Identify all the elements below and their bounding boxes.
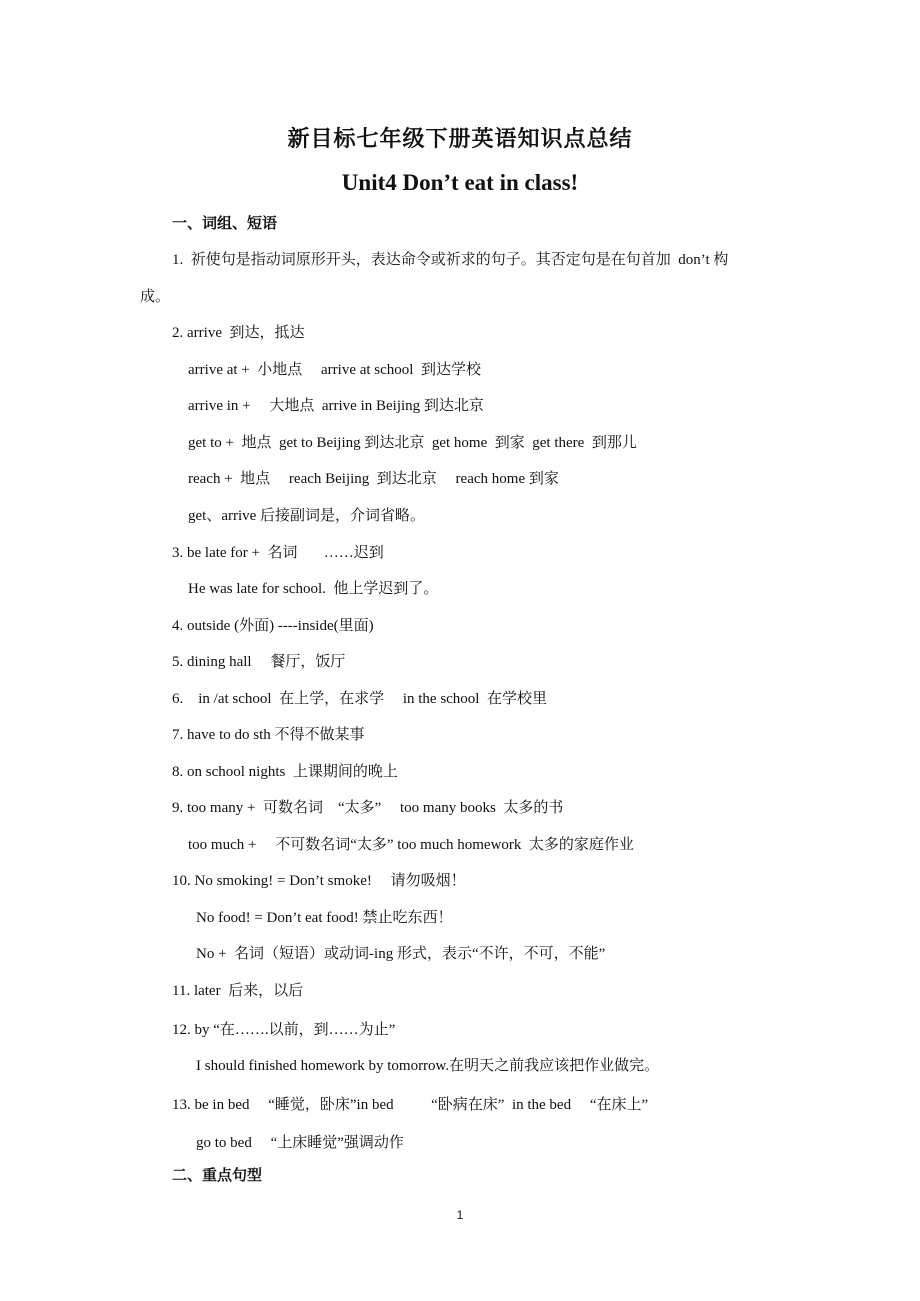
section-heading-phrases: 一、词组、短语: [172, 214, 278, 232]
text-line: arrive at + 小地点 arrive at school 到达学校: [188, 362, 481, 378]
text-line: arrive in + 大地点 arrive in Beijing 到达北京: [188, 398, 484, 414]
text-line: 5. dining hall 餐厅，饭厅: [172, 654, 346, 670]
text-line: No + 名词（短语）或动词-ing 形式，表示“不许，不可，不能”: [196, 946, 606, 962]
text-line: go to bed “上床睡觉”强调动作: [196, 1135, 404, 1151]
text-line: 13. be in bed “睡觉，卧床”in bed “卧病在床” in the bed “在床上”: [172, 1097, 649, 1113]
text-line: 3. be late for + 名词 ……迟到: [172, 545, 384, 561]
text-line: 2. arrive 到达，抵达: [172, 325, 305, 341]
text-line: 12. by “在…….以前，到……为止”: [172, 1022, 396, 1038]
document-title-english: Unit4 Don’t eat in class!: [341, 170, 579, 195]
text-line: reach + 地点 reach Beijing 到达北京 reach home 到家: [188, 471, 559, 487]
text-line: 7. have to do sth 不得不做某事: [172, 727, 365, 743]
text-line: No food! = Don’t eat food! 禁止吃东西！: [196, 910, 453, 926]
text-line: 6. in /at school 在上学，在求学 in the school 在学校里: [172, 691, 547, 707]
document-title-chinese: 新目标七年级下册英语知识点总结: [287, 127, 633, 152]
text-line: get to + 地点 get to Beijing 到达北京 get home 到家 get there 到那儿: [188, 435, 637, 451]
text-line: 成。: [140, 289, 171, 305]
text-line: too much + 不可数名词“太多” too much homework 太多的家庭作业: [188, 837, 634, 853]
text-line: 11. later 后来，以后: [172, 983, 304, 999]
page-number: 1: [456, 1208, 464, 1222]
text-line: 9. too many + 可数名词 “太多” too many books 太多的书: [172, 800, 564, 816]
text-line: 4. outside (外面) ----inside(里面): [172, 618, 374, 634]
text-line: 10. No smoking! = Don’t smoke! 请勿吸烟！: [172, 873, 466, 889]
text-line: I should finished homework by tomorrow.在明天之前我应该把作业做完。: [196, 1058, 660, 1074]
text-line: 8. on school nights 上课期间的晚上: [172, 764, 398, 780]
text-line: 1. 祈使句是指动词原形开头，表达命令或祈求的句子。其否定句是在句首加 don’t 构: [172, 252, 729, 268]
text-line: He was late for school. 他上学迟到了。: [188, 581, 439, 597]
section-heading-key-sentences: 二、重点句型: [172, 1166, 263, 1184]
text-line: get、arrive 后接副词是，介词省略。: [188, 508, 426, 524]
